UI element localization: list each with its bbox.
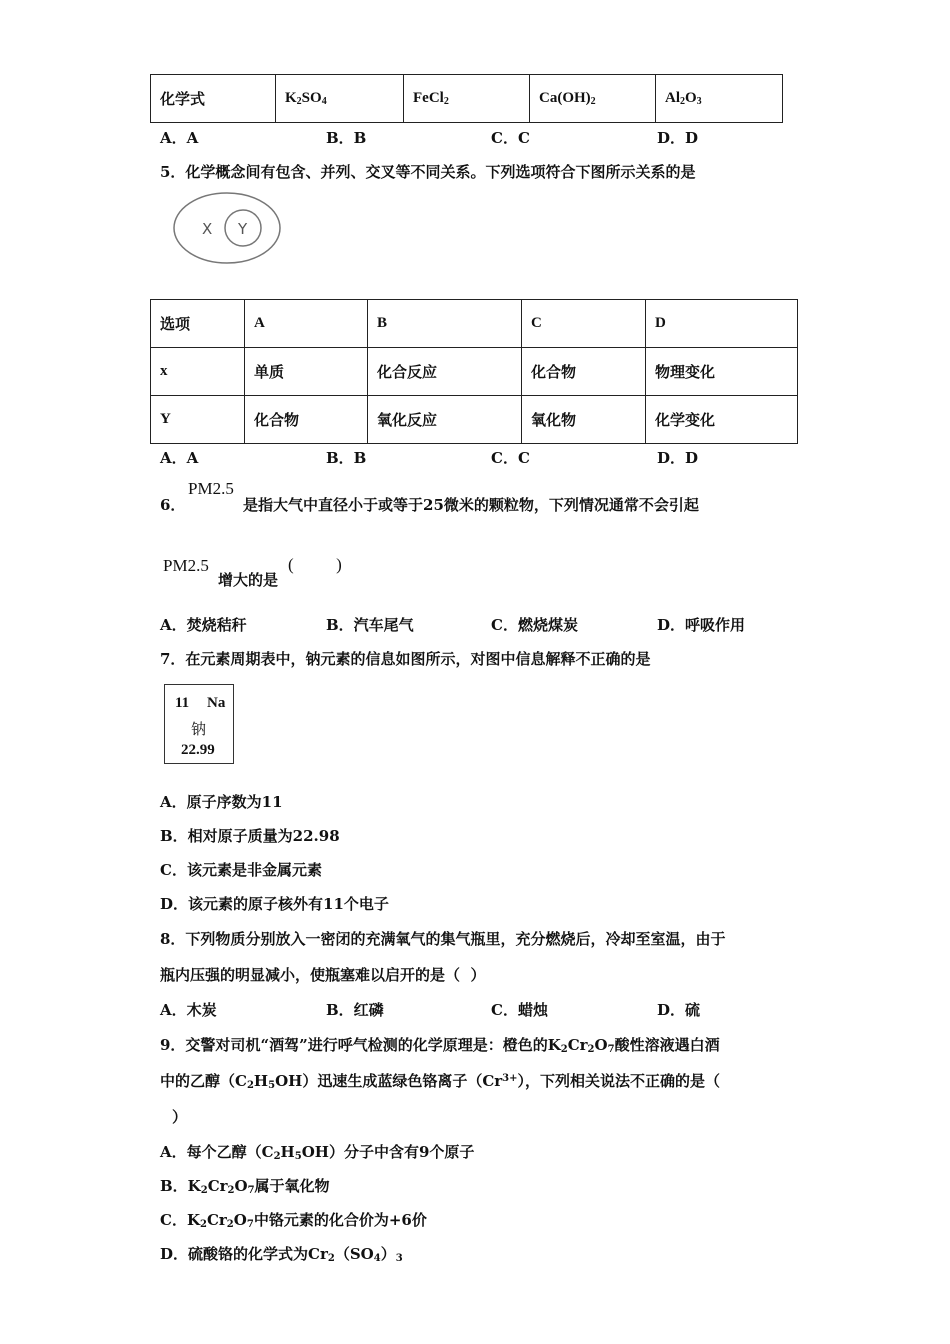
q4-label-cell: 化学式	[151, 75, 276, 123]
sodium-element-card	[164, 684, 234, 764]
q6-option-c[interactable]: C．燃烧煤炭	[491, 616, 578, 634]
q6-answer-paren: ( )	[288, 555, 342, 574]
q8-stem-line2: 瓶内压强的明显减小，使瓶塞难以启开的是（ ）	[160, 966, 486, 984]
q5-header-a: A	[245, 300, 368, 348]
q7-stem: 7．在元素周期表中，钠元素的信息如图所示，对图中信息解释不正确的是	[160, 650, 651, 668]
q7-option-c[interactable]: C．该元素是非金属元素	[160, 861, 322, 879]
q5-row-y-c: 氧化物	[522, 396, 646, 444]
q7-option-a[interactable]: A．原子序数为11	[160, 793, 283, 811]
q4-cell-d: $Al_2O_3$	[656, 75, 783, 123]
element-number: 11	[175, 695, 190, 711]
venn-outer-ellipse	[174, 193, 280, 263]
q6-option-b[interactable]: B．汽车尾气	[326, 616, 414, 634]
q5-option-d[interactable]: D．D	[657, 449, 699, 467]
q5-option-c[interactable]: C．C	[491, 449, 530, 467]
q7-option-d[interactable]: D．该元素的原子核外有11个电子	[160, 895, 389, 913]
q8-option-a[interactable]: A．木炭	[160, 1001, 217, 1019]
element-mass: 22.99	[181, 742, 215, 758]
element-symbol: Na	[207, 695, 226, 711]
q4-option-a[interactable]: A．A	[160, 129, 199, 147]
q5-row-x-c: 化合物	[522, 348, 646, 396]
element-name: 钠	[191, 720, 207, 738]
q5-row-y-d: 化学变化	[646, 396, 798, 444]
q9-option-d[interactable]: D．硫酸铬的化学式为$Cr_2(SO_4)_3$	[160, 1245, 403, 1264]
q6-pm-label: PM2.5	[188, 479, 234, 498]
q9-option-b[interactable]: B．$K_2Cr_2O_7$属于氧化物	[160, 1177, 330, 1196]
q6-option-a[interactable]: A．焚烧秸秆	[160, 616, 247, 634]
q5-venn-diagram	[168, 190, 286, 268]
q5-options-table	[150, 299, 798, 444]
q5-row-y-a: 化合物	[245, 396, 368, 444]
q9-option-a[interactable]: A．每个乙醇$(C_2H_5OH)$分子中含有9个原子	[160, 1143, 475, 1162]
q5-header-d: D	[646, 300, 798, 348]
q5-option-b[interactable]: B．B	[326, 449, 367, 467]
q6-stem-line1: 是指大气中直径小于或等于25微米的颗粒物，下列情况通常不会引起	[243, 496, 699, 514]
q5-row-x-a: 单质	[245, 348, 368, 396]
q4-cell-b: FeCl$_2$	[404, 75, 530, 123]
q9-stem-line3: ）	[172, 1108, 188, 1126]
q6-stem-line2: 增大的是	[218, 571, 279, 589]
q9-option-c[interactable]: C．$K_2Cr_2O_7$中铬元素的化合价为+6价	[160, 1211, 427, 1230]
q5-header-c: C	[522, 300, 646, 348]
q5-row-x-label: x	[151, 348, 245, 396]
q6-option-d[interactable]: D．呼吸作用	[657, 616, 746, 634]
q8-option-d[interactable]: D．硫	[657, 1001, 701, 1019]
q4-option-c[interactable]: C．C	[491, 129, 530, 147]
q5-stem: 5．化学概念间有包含、并列、交叉等不同关系。下列选项符合下图所示关系的是	[160, 163, 696, 181]
q5-row-x-b: 化合反应	[368, 348, 522, 396]
q8-option-c[interactable]: C．蜡烛	[491, 1001, 548, 1019]
q4-option-b[interactable]: B．B	[326, 129, 367, 147]
q5-row-x-d: 物理变化	[646, 348, 798, 396]
q8-stem-line1: 8．下列物质分别放入一密闭的充满氧气的集气瓶里，充分燃烧后，冷却至室温，由于	[160, 930, 726, 948]
venn-label-y: Y	[238, 220, 248, 238]
venn-label-x: X	[202, 220, 213, 238]
q4-cell-c: $Ca(OH)_2$	[530, 75, 656, 123]
q8-option-b[interactable]: B．红磷	[326, 1001, 384, 1019]
q5-header-b: B	[368, 300, 522, 348]
q6-number: 6．	[160, 496, 186, 514]
q5-row-y-label: Y	[151, 396, 245, 444]
q7-option-b[interactable]: B．相对原子质量为22.98	[160, 827, 340, 845]
q9-stem-line2: 中的乙醇$(C_2H_5OH)$迅速生成蓝绿色铬离子$(Cr^{3+})$，下列相关说法不正确的是（	[160, 1072, 721, 1091]
q4-cell-a: $K_2SO_4$	[276, 75, 404, 123]
q5-option-a[interactable]: A．A	[160, 449, 199, 467]
q5-header-option: 选项	[151, 300, 245, 348]
q4-option-d[interactable]: D．D	[657, 129, 699, 147]
q9-stem-line1: 9．交警对司机“酒驾”进行呼气检测的化学原理是：橙色的$K_2Cr_2O_7$酸性溶液遇白酒	[160, 1036, 720, 1055]
q6-pm-label-2: PM2.5	[163, 556, 209, 575]
q5-row-y-b: 氧化反应	[368, 396, 522, 444]
q4-formula-table	[150, 74, 783, 123]
